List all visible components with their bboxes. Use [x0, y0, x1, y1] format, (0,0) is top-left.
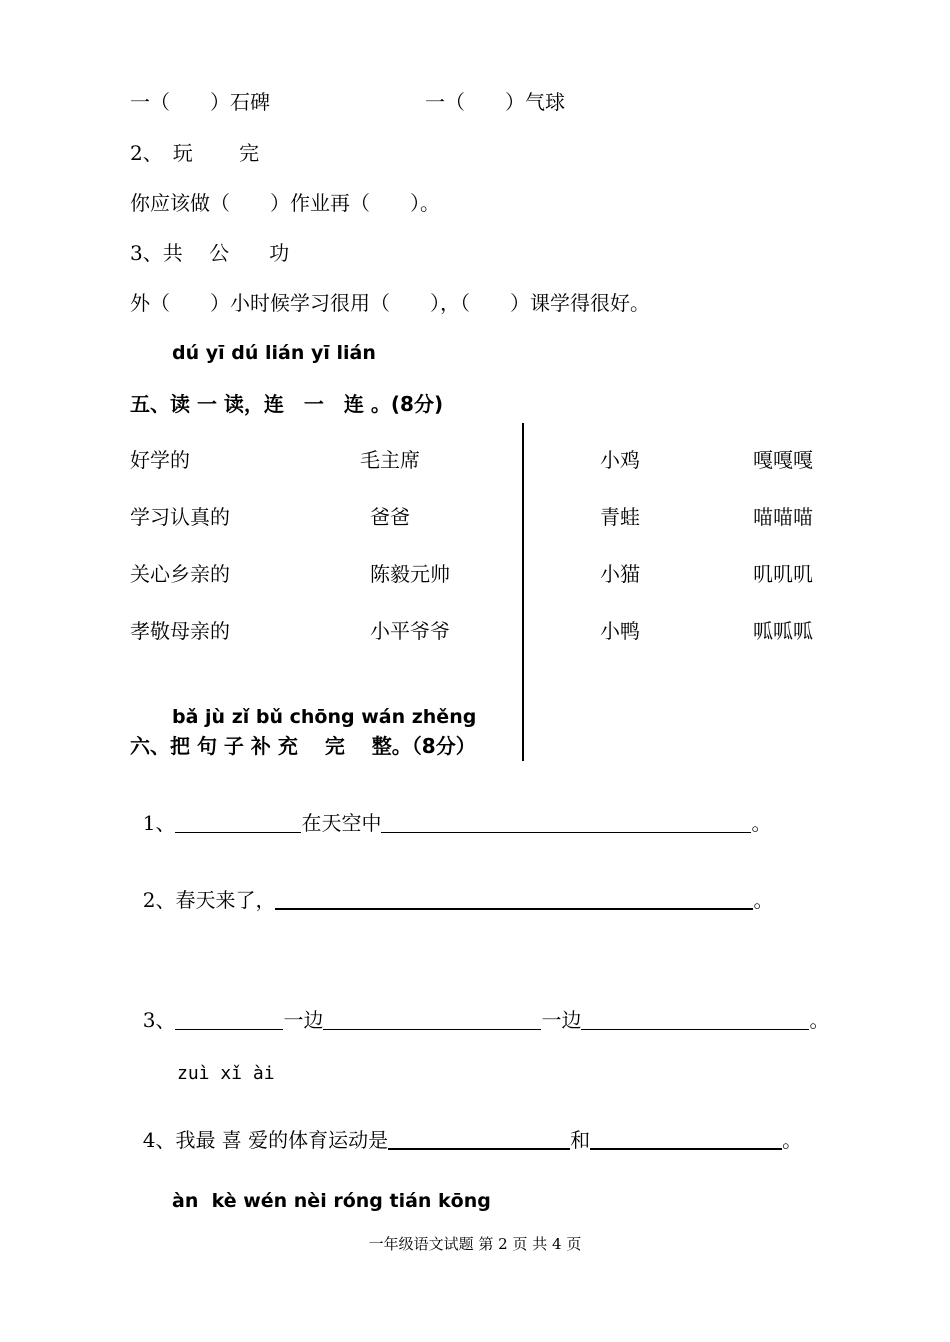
section7-pinyin: àn kè wén nèi róng tián kōng	[172, 1190, 491, 1212]
match-right-b-2: 喵喵喵	[753, 505, 813, 529]
sentence-1	[130, 790, 771, 833]
sentence-1-end: 。	[751, 811, 772, 835]
q4-phrase-stone-tablet: 一（ ）石碑	[130, 90, 270, 114]
section6-pinyin: bǎ jù zǐ bǔ chōng wán zhěng	[172, 706, 477, 728]
match-left-b-4: 小平爷爷	[370, 619, 450, 643]
match-left-a-2: 学习认真的	[130, 505, 230, 529]
match-right-a-3: 小猫	[600, 562, 640, 586]
match-left-b-3: 陈毅元帅	[370, 562, 450, 586]
match-left-b-1: 毛主席	[360, 448, 420, 472]
q4-item2-sentence: 你应该做（ ）作业再（ ）。	[130, 191, 440, 215]
match-left-a-1: 好学的	[130, 448, 190, 472]
column-divider	[522, 423, 524, 761]
sentence-1-prefix: 1、	[142, 811, 176, 835]
sentence-2	[130, 866, 773, 910]
sentence-3-blank-b[interactable]	[323, 1007, 541, 1030]
q4-item3-sentence: 外（ ）小时候学习很用（ ），（ ）课学得很好。	[130, 291, 650, 315]
match-left-a-3: 关心乡亲的	[130, 562, 230, 586]
sentence-3-mid1: 一边	[283, 1008, 324, 1032]
match-right-a-1: 小鸡	[600, 448, 640, 472]
sentence-3-blank-a[interactable]	[175, 1007, 283, 1030]
sentence-4-prefix: 4、我最 喜 爱的体育运动是	[142, 1128, 389, 1152]
sentence-3-end: 。	[809, 1008, 830, 1032]
match-right-a-2: 青蛙	[600, 505, 640, 529]
sentence-4-blank-b[interactable]	[590, 1126, 782, 1150]
sentence-1-blank-b[interactable]	[381, 810, 751, 833]
match-right-a-4: 小鸭	[600, 619, 640, 643]
sentence-2-blank[interactable]	[275, 886, 753, 910]
sentence-1-blank-a[interactable]	[175, 810, 301, 833]
sentence-4-pinyin: zuì xǐ ài	[177, 1063, 275, 1084]
sentence-3-blank-c[interactable]	[581, 1007, 809, 1030]
sentence-4	[130, 1106, 802, 1150]
sentence-2-end: 。	[753, 888, 774, 912]
sentence-4-blank-a[interactable]	[388, 1126, 570, 1150]
sentence-1-mid: 在天空中	[301, 811, 382, 835]
section5-title: 五、读 一 读，连 一 连 。(8分)	[130, 392, 444, 416]
match-left-b-2: 爸爸	[370, 505, 410, 529]
sentence-3	[130, 987, 829, 1030]
match-right-b-4: 呱呱呱	[753, 619, 813, 643]
q4-item3-chars: 3、共 公 功	[130, 241, 290, 265]
q4-phrase-balloon: 一（ ）气球	[425, 90, 565, 114]
section5-pinyin: dú yī dú lián yī lián	[172, 342, 376, 364]
page-footer: 一年级语文试题 第 2 页 共 4 页	[368, 1235, 582, 1253]
q4-item2-chars: 2、 玩 完	[130, 141, 260, 165]
sentence-3-mid2: 一边	[541, 1008, 582, 1032]
sentence-4-end: 。	[782, 1128, 803, 1152]
sentence-2-prefix: 2、春天来了，	[142, 888, 276, 912]
match-right-b-3: 叽叽叽	[753, 562, 813, 586]
sentence-4-mid: 和	[570, 1128, 591, 1152]
sentence-3-prefix: 3、	[142, 1008, 176, 1032]
match-right-b-1: 嘎嘎嘎	[753, 448, 813, 472]
section6-title: 六、把 句 子 补 充 完 整。（8分）	[130, 734, 476, 758]
match-left-a-4: 孝敬母亲的	[130, 619, 230, 643]
